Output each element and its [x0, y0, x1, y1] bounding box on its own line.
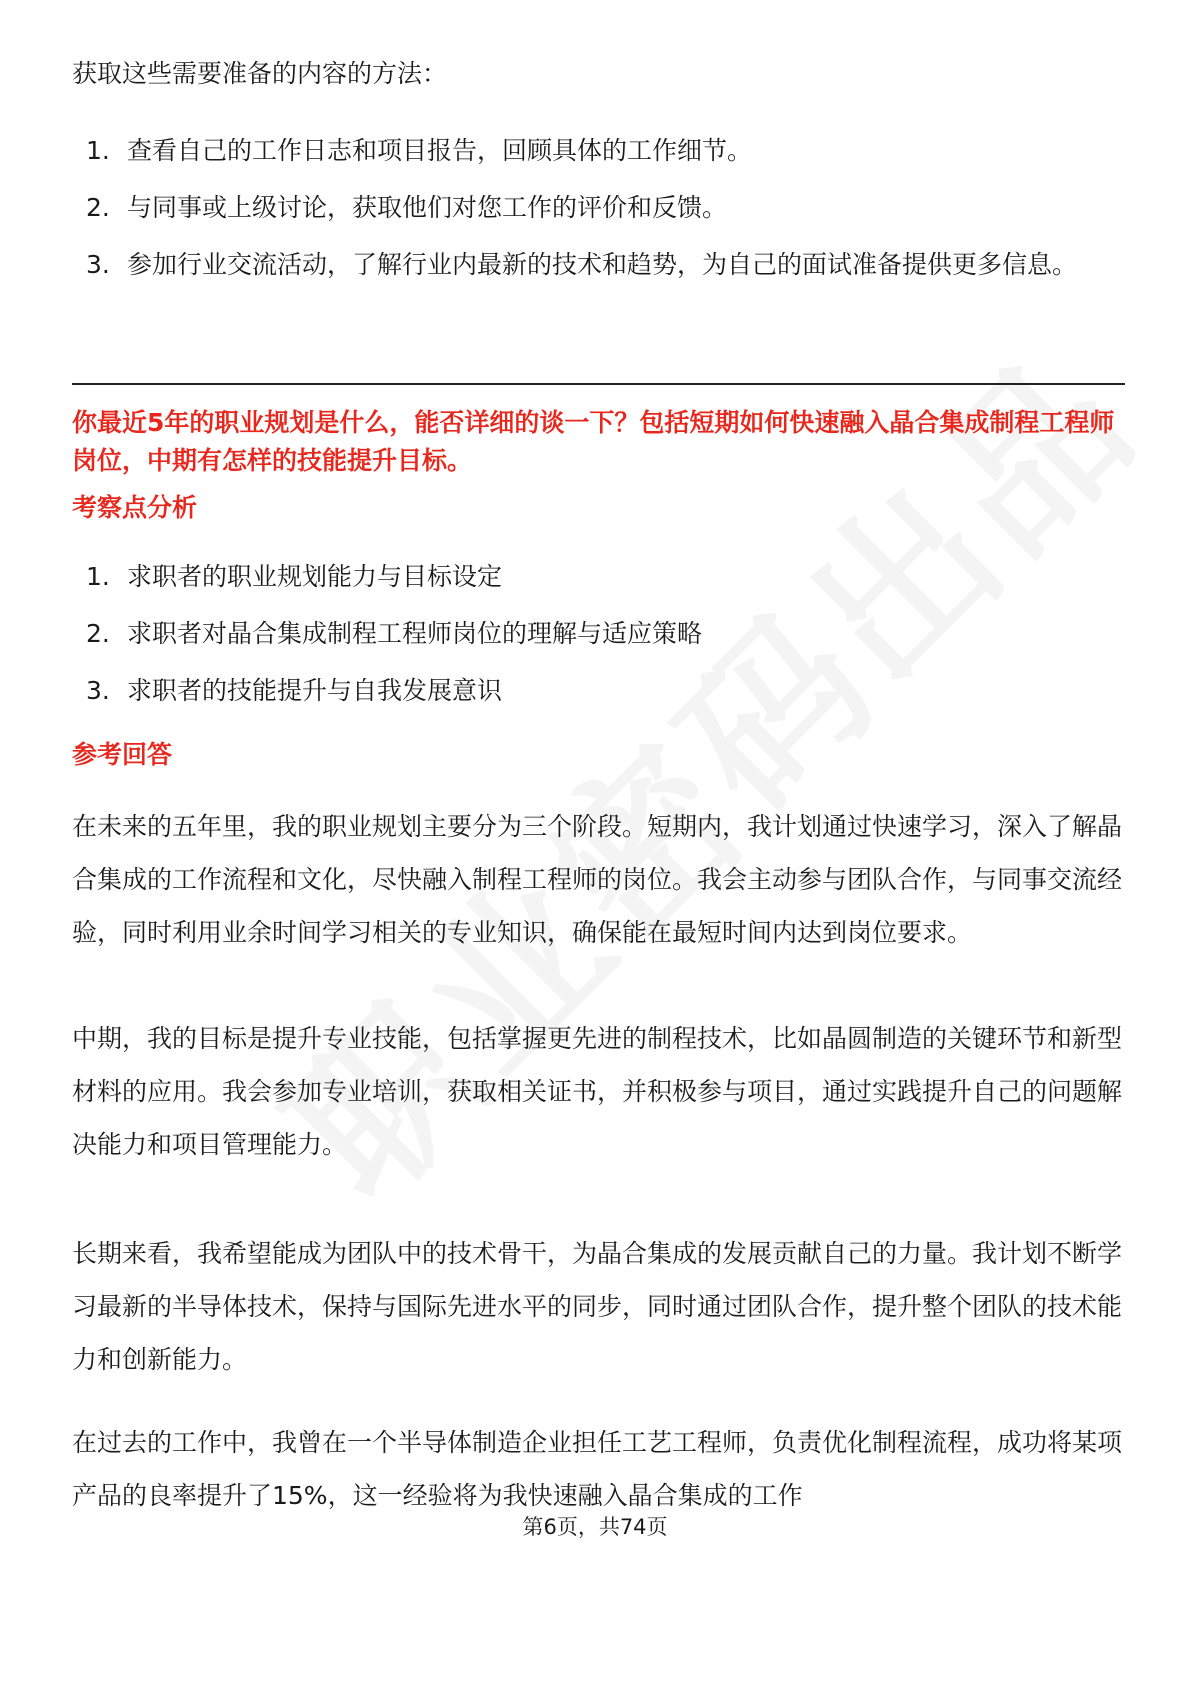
list-item-text: 与同事或上级讨论，获取他们对您工作的评价和反馈。	[127, 193, 728, 222]
list-item	[72, 179, 1122, 236]
list-item	[72, 548, 1122, 605]
list-item-text: 查看自己的工作日志和项目报告，回顾具体的工作细节。	[127, 136, 753, 165]
answer-heading: 参考回答	[72, 740, 173, 769]
page-footer: 第6页，共74页	[522, 1515, 668, 1539]
list-number: 2.	[86, 619, 110, 648]
answer-paragraph: 长期来看，我希望能成为团队中的技术骨干，为晶合集成的发展贡献自己的力量。我计划不断学习最新的半导体技术，保持与国际先进水平的同步，同时通过团队合作，提升整个团队的技术能力和创新能力。	[72, 1239, 1123, 1374]
question-title: 你最近5年的职业规划是什么，能否详细的谈一下？包括短期如何快速融入晶合集成制程工程师岗位，中期有怎样的技能提升目标。	[72, 408, 1115, 475]
analysis-list	[72, 548, 1122, 719]
list-number: 3.	[86, 676, 110, 705]
list-number: 3.	[86, 250, 110, 279]
list-number: 2.	[86, 193, 110, 222]
list-item	[72, 662, 1122, 719]
list-item	[72, 122, 1122, 179]
answer-paragraph: 在未来的五年里，我的职业规划主要分为三个阶段。短期内，我计划通过快速学习，深入了解晶合集成的工作流程和文化，尽快融入制程工程师的岗位。我会主动参与团队合作，与同事交流经验，同时利用业余时间学习相关的专业知识，确保能在最短时间内达到岗位要求。	[72, 812, 1123, 947]
answer-paragraph: 在过去的工作中，我曾在一个半导体制造企业担任工艺工程师，负责优化制程流程，成功将某项产品的良率提升了15%，这一经验将为我快速融入晶合集成的工作	[72, 1428, 1122, 1510]
analysis-heading: 考察点分析	[72, 493, 198, 522]
methods-list	[72, 122, 1122, 293]
list-number: 1.	[86, 136, 110, 165]
list-item-text: 求职者对晶合集成制程工程师岗位的理解与适应策略	[127, 619, 703, 648]
answer-paragraph: 中期，我的目标是提升专业技能，包括掌握更先进的制程技术，比如晶圆制造的关键环节和新型材料的应用。我会参加专业培训，获取相关证书，并积极参与项目，通过实践提升自己的问题解决能力和项目管理能力。	[72, 1024, 1123, 1159]
list-item	[72, 236, 1122, 293]
section-divider	[72, 383, 1125, 385]
list-item	[72, 605, 1122, 662]
list-number: 1.	[86, 562, 110, 591]
intro-text: 获取这些需要准备的内容的方法：	[72, 59, 448, 88]
list-item-text: 参加行业交流活动，了解行业内最新的技术和趋势，为自己的面试准备提供更多信息。	[127, 250, 1078, 279]
list-item-text: 求职者的技能提升与自我发展意识	[127, 676, 503, 705]
list-item-text: 求职者的职业规划能力与目标设定	[127, 562, 503, 591]
